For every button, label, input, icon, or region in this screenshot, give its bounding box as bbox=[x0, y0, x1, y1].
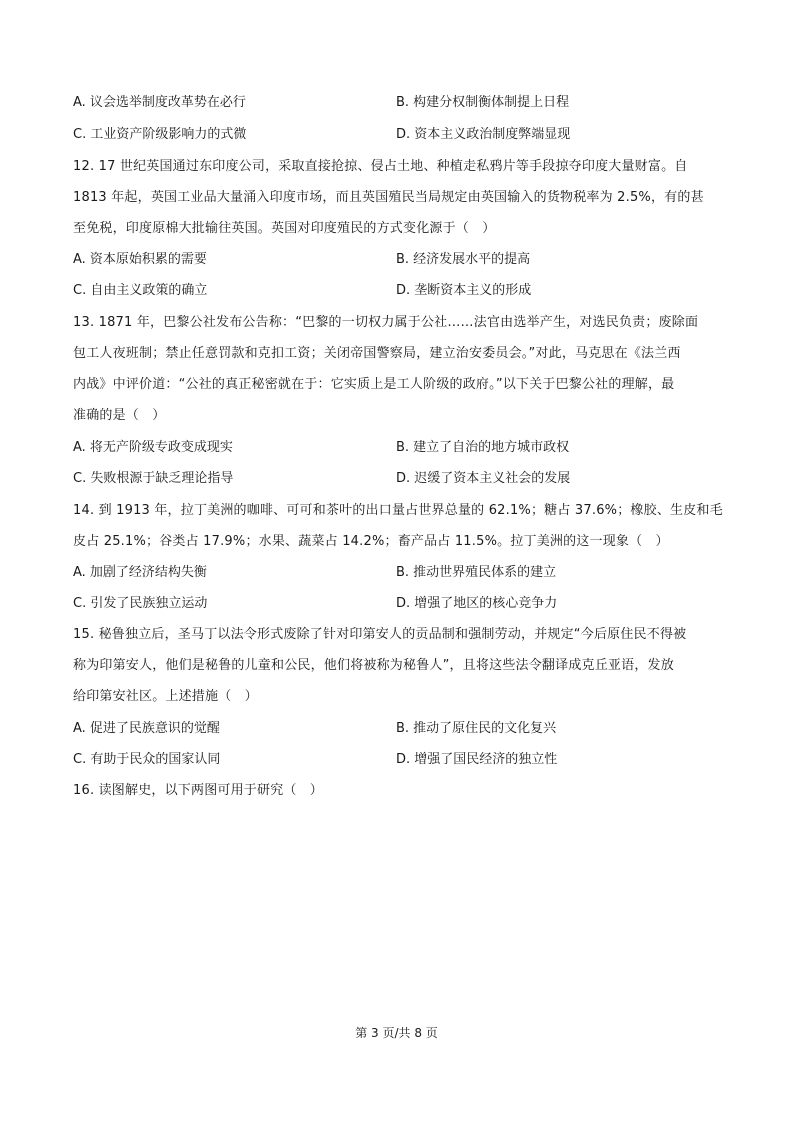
q14-option-b[interactable]: B. 推动世界殖民体系的建立 bbox=[396, 565, 557, 580]
q13-option-a[interactable]: A. 将无产阶级专政变成现实 bbox=[73, 440, 233, 455]
q15-stem-line-3: 给印第安社区。上述措施（ ） bbox=[73, 689, 258, 704]
q11-option-d[interactable]: D. 资本主义政治制度弊端显现 bbox=[396, 127, 571, 142]
q12-stem-line-2: 1813 年起，英国工业品大量涌入印度市场，而且英国殖民当局规定由英国输入的货物税率为 2.5%，有的甚 bbox=[73, 190, 704, 205]
q11-option-c[interactable]: C. 工业资产阶级影响力的式微 bbox=[73, 127, 247, 142]
q15-stem-line-2: 称为印第安人，他们是秘鲁的儿童和公民，他们将被称为秘鲁人”，且将这些法令翻译成克丘亚语，发放 bbox=[73, 658, 674, 673]
q13-option-c[interactable]: C. 失败根源于缺乏理论指导 bbox=[73, 471, 234, 486]
q13-stem-line-4: 准确的是（ ） bbox=[73, 408, 166, 423]
q14-stem-line-2: 皮占 25.1%；谷类占 17.9%；水果、蔬菜占 14.2%；畜产品占 11.5%。拉丁美洲的这一现象（ ） bbox=[73, 534, 669, 549]
q15-option-c[interactable]: C. 有助于民众的国家认同 bbox=[73, 752, 221, 767]
q12-option-a[interactable]: A. 资本原始积累的需要 bbox=[73, 252, 207, 267]
q13-option-b[interactable]: B. 建立了自治的地方城市政权 bbox=[396, 440, 570, 455]
page-number-footer: 第 3 页/共 8 页 bbox=[355, 1026, 438, 1040]
q13-stem-line-1: 13. 1871 年，巴黎公社发布公告称：“巴黎的一切权力属于公社……法官由选举产生，对选民负责；废除面 bbox=[73, 315, 699, 330]
q14-option-c[interactable]: C. 引发了民族独立运动 bbox=[73, 596, 208, 611]
q15-option-d[interactable]: D. 增强了国民经济的独立性 bbox=[396, 752, 558, 767]
q12-stem-line-3: 至免税，印度原棉大批输往英国。英国对印度殖民的方式变化源于（ ） bbox=[73, 221, 496, 236]
q13-option-d[interactable]: D. 迟缓了资本主义社会的发展 bbox=[396, 471, 571, 486]
q12-option-d[interactable]: D. 垄断资本主义的形成 bbox=[396, 283, 532, 298]
q14-option-a[interactable]: A. 加剧了经济结构失衡 bbox=[73, 565, 207, 580]
q11-option-a[interactable]: A. 议会选举制度改革势在必行 bbox=[73, 95, 246, 110]
q14-stem-line-1: 14. 到 1913 年，拉丁美洲的咖啡、可可和茶叶的出口量占世界总量的 62.1%；糖占 37.6%；橡胶、生皮和毛 bbox=[73, 503, 723, 518]
q12-option-b[interactable]: B. 经济发展水平的提高 bbox=[396, 252, 531, 267]
q12-option-c[interactable]: C. 自由主义政策的确立 bbox=[73, 283, 208, 298]
q12-stem-line-1: 12. 17 世纪英国通过东印度公司，采取直接抢掠、侵占土地、种植走私鸦片等手段掠夺印度大量财富。自 bbox=[73, 159, 688, 174]
q16-stem-line-1: 16. 读图解史，以下两图可用于研究（ ） bbox=[73, 783, 324, 798]
q15-option-a[interactable]: A. 促进了民族意识的觉醒 bbox=[73, 721, 220, 736]
q13-stem-line-2: 包工人夜班制；禁止任意罚款和克扣工资；关闭帝国警察局，建立治安委员会。”对此，马克思在《法兰西 bbox=[73, 346, 681, 361]
q14-option-d[interactable]: D. 增强了地区的核心竞争力 bbox=[396, 596, 558, 611]
q15-option-b[interactable]: B. 推动了原住民的文化复兴 bbox=[396, 721, 557, 736]
q15-stem-line-1: 15. 秘鲁独立后，圣马丁以法令形式废除了针对印第安人的贡品制和强制劳动，并规定“今后原住民不得被 bbox=[73, 627, 687, 642]
q11-option-b[interactable]: B. 构建分权制衡体制提上日程 bbox=[396, 95, 570, 110]
q13-stem-line-3: 内战》中评价道：“公社的真正秘密就在于：它实质上是工人阶级的政府。”以下关于巴黎公社的理解，最 bbox=[73, 377, 675, 392]
